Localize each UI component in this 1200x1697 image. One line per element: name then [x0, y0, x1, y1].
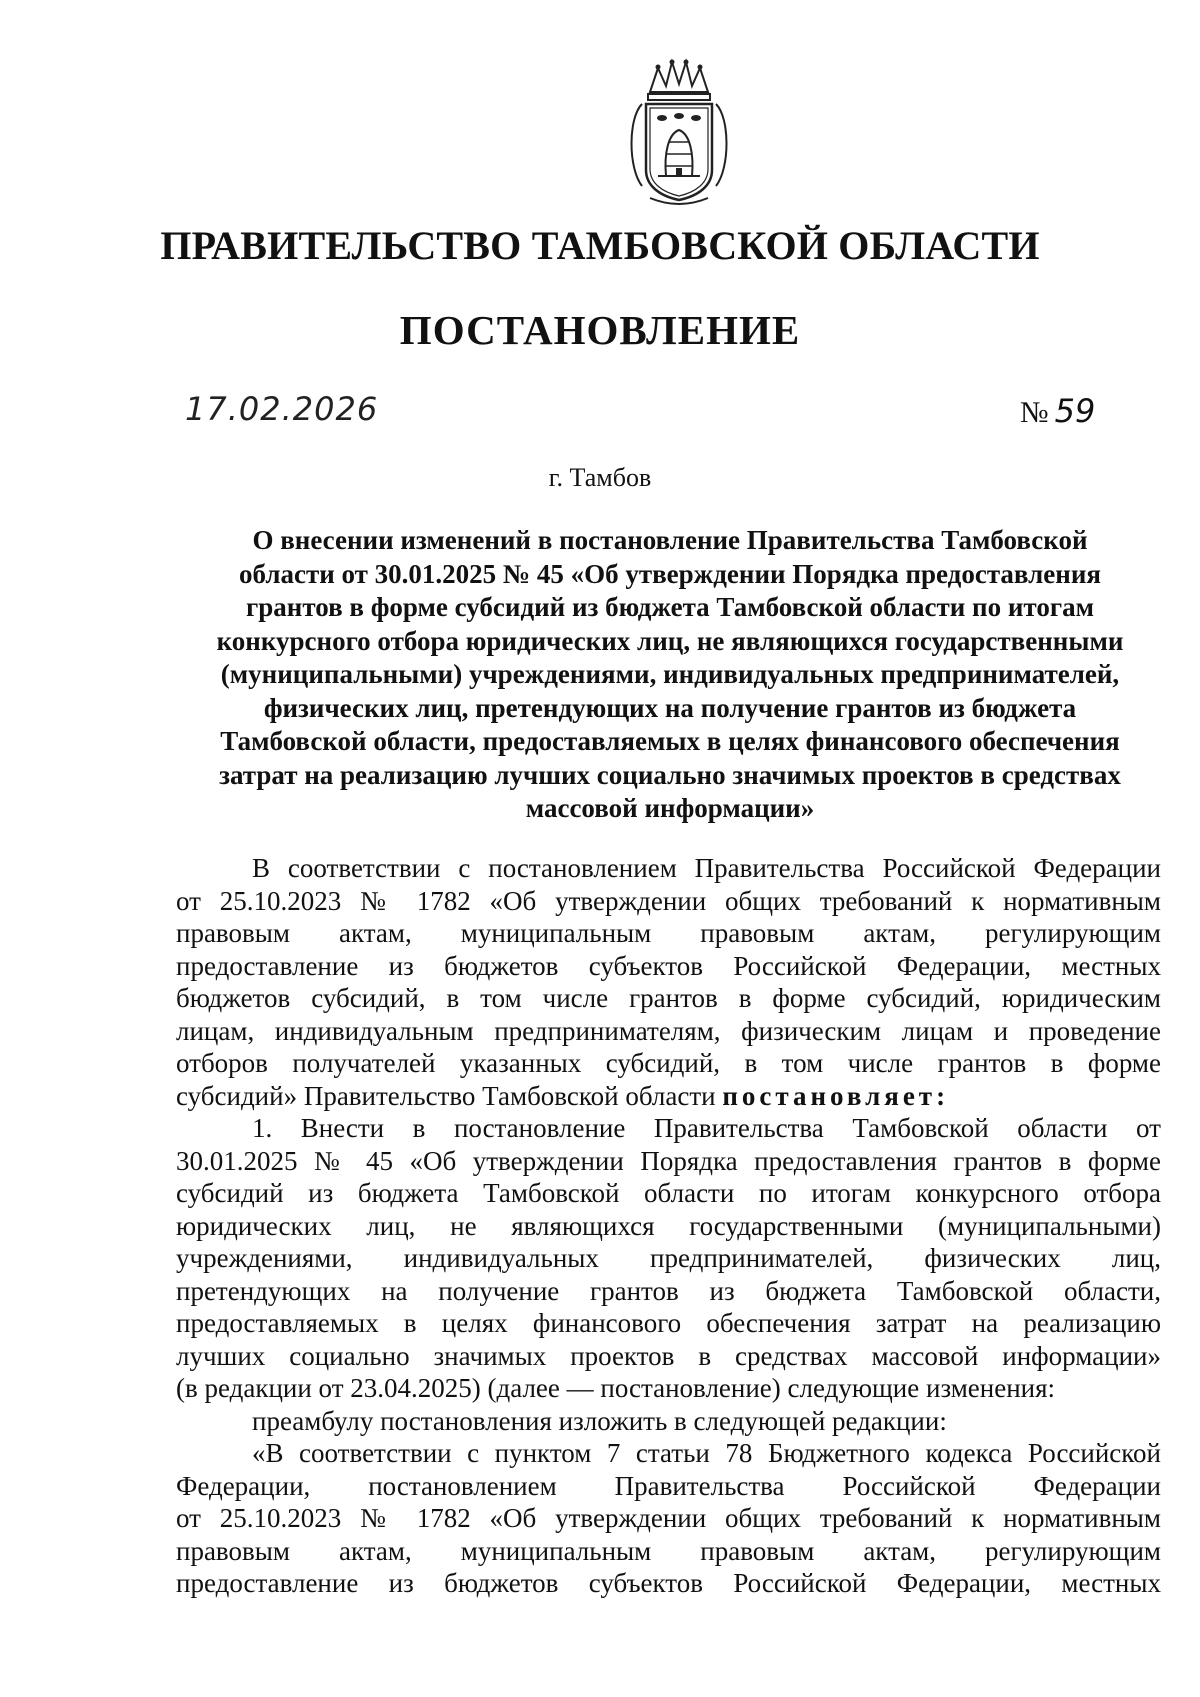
title-line: (муниципальными) учреждениями, индивидуальных предпринимателей, — [220, 659, 1120, 689]
body-line: субсидий из бюджета Тамбовской области по итогам конкурсного отбора — [176, 1178, 1161, 1208]
document-date: 17.02.2026 — [185, 390, 379, 428]
body-text: субсидий» Правительство Тамбовской области — [176, 1080, 723, 1111]
title-line: О внесении изменений в постановление Правительства Тамбовской — [252, 525, 1088, 555]
body-line: предоставляемых в целях финансового обеспечения затрат на реализацию — [176, 1308, 1161, 1338]
body-line: от 25.10.2023 № 1782 «Об утверждении общих требований к нормативным — [176, 1503, 1161, 1533]
body-line: лицам, индивидуальным предпринимателям, физическим лицам и проведение — [176, 1015, 1161, 1046]
body-line: 1. Внести в постановление Правительства Тамбовской области от — [252, 1113, 1161, 1143]
body-line: 30.01.2025 № 45 «Об утверждении Порядка предоставления грантов в форме — [176, 1145, 1161, 1176]
number-label: № — [1020, 396, 1049, 429]
body-line: бюджетов субсидий, в том числе грантов в форме субсидий, юридическим — [176, 983, 1161, 1013]
document-type: ПОСТАНОВЛЕНИЕ — [399, 307, 801, 353]
title-line: затрат на реализацию лучших социально значимых проектов в средствах — [219, 759, 1121, 790]
title-line: конкурсного отбора юридических лиц, не являющихся государственными — [216, 625, 1124, 656]
city: г. Тамбов — [548, 463, 652, 492]
body-line: «В соответствии с пунктом 7 статьи 78 Бюджетного кодекса Российской — [252, 1438, 1161, 1468]
body-line: правовым актам, муниципальным правовым актам, регулирующим — [176, 918, 1161, 948]
title-line: области от 30.01.2025 № 45 «Об утверждении Порядка предоставления — [239, 558, 1101, 589]
body-line: юридических лиц, не являющихся государственными (муниципальными) — [176, 1210, 1161, 1241]
title-line: Тамбовской области, предоставляемых в целях финансового обеспечения — [220, 726, 1120, 756]
body-line: от 25.10.2023 № 1782 «Об утверждении общих требований к нормативным — [176, 885, 1161, 916]
body-line: преамбулу постановления изложить в следующей редакции: — [252, 1405, 947, 1436]
coat-of-arms-icon — [620, 58, 738, 208]
body-line: претендующих на получение грантов из бюджета Тамбовской области, — [176, 1275, 1161, 1306]
body-line: В соответствии с постановлением Правительства Российской Федерации — [252, 853, 1161, 883]
body-line: (в редакции от 23.04.2025) (далее — постановление) следующие изменения: — [176, 1373, 1056, 1403]
title-line: грантов в форме субсидий из бюджета Тамбовской области по итогам — [246, 592, 1094, 622]
number-value: 59 — [1054, 392, 1096, 430]
body-line: отборов получателей указанных субсидий, в том числе грантов в форме — [176, 1048, 1161, 1078]
title-line: физических лиц, претендующих на получение грантов из бюджета — [263, 692, 1077, 723]
body-line: Федерации, постановлением Правительства Российской Федерации — [176, 1470, 1161, 1501]
document-number — [1020, 392, 1095, 430]
title-line: массовой информации» — [525, 793, 815, 823]
organization-name: ПРАВИТЕЛЬСТВО ТАМБОВСКОЙ ОБЛАСТИ — [160, 223, 1040, 268]
document-title — [180, 524, 1160, 826]
body-line: учреждениями, индивидуальных предпринимателей, физических лиц, — [176, 1243, 1161, 1273]
body-line: предоставление из бюджетов субъектов Российской Федерации, местных — [176, 950, 1161, 981]
body-line: правовым актам, муниципальным правовым актам, регулирующим — [176, 1535, 1161, 1566]
body-line: предоставление из бюджетов субъектов Российской Федерации, местных — [176, 1568, 1161, 1598]
body-line: лучших социально значимых проектов в средствах массовой информации» — [176, 1340, 1161, 1371]
body-line — [176, 1080, 1161, 1113]
document-body — [176, 852, 1161, 1600]
resolution-keyword: постановляет: — [722, 1080, 950, 1111]
